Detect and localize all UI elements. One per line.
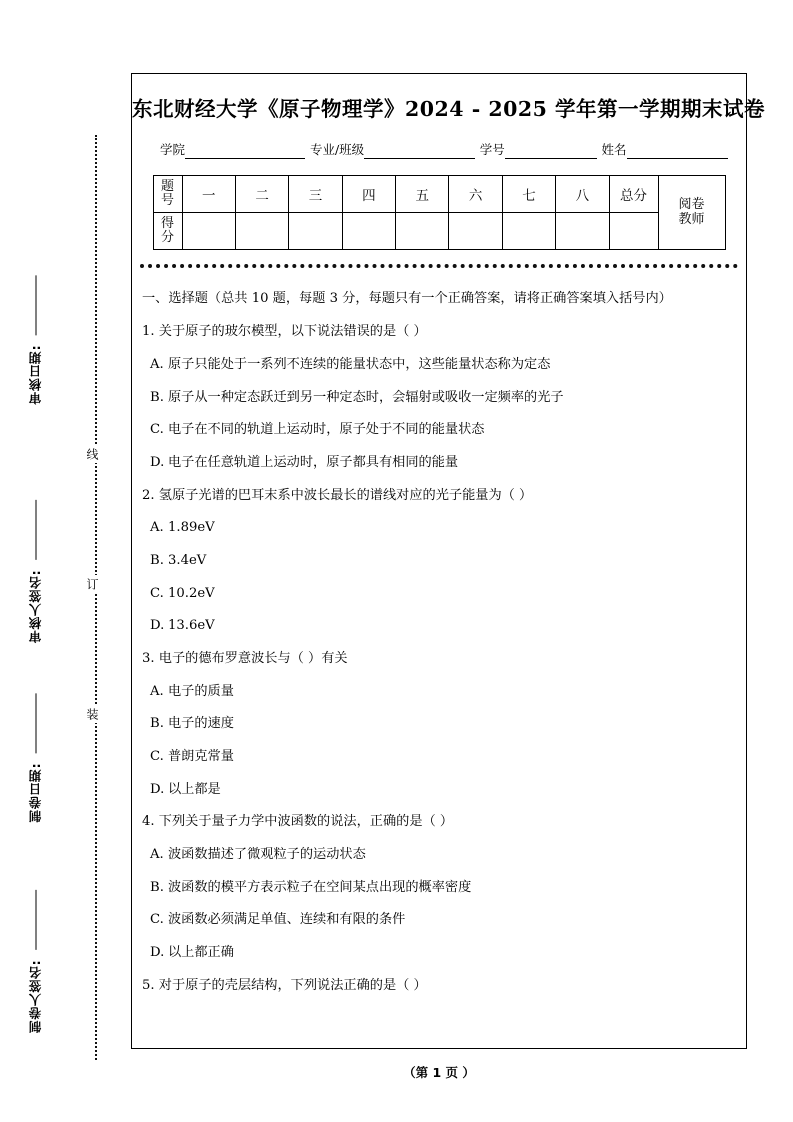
field-label-name: 姓名 — [601, 142, 627, 157]
table-row-question-numbers — [153, 176, 725, 213]
question-4-option-b-key: B. — [150, 879, 164, 895]
question-3-option-a-key: A. — [150, 683, 164, 699]
grading-teacher-line2: 教师 — [678, 211, 705, 227]
question-stem-2: 2. 氢原子光谱的巴耳末系中波长最长的谱线对应的光子能量为（ ） — [142, 487, 533, 503]
question-1-option-c-key: C. — [150, 422, 164, 438]
question-stem-1: 1. 关于原子的玻尔模型，以下说法错误的是（ ） — [142, 324, 427, 340]
question-4-option-b[interactable] — [142, 879, 732, 896]
question-2-option-c[interactable] — [142, 585, 732, 602]
question-stem-4: 4. 下列关于量子力学中波函数的说法，正确的是（ ） — [142, 814, 454, 830]
score-cell-total[interactable] — [609, 213, 658, 250]
binding-mark-assemble: 装 — [86, 705, 98, 723]
question-2-option-c-text: 10.2eV — [168, 585, 215, 601]
question-4-option-a-text: 波函数描述了微观粒子的运动状态 — [168, 846, 366, 862]
question-1-option-a-text: 原子只能处于一系列不连续的能量状态中，这些能量状态称为定态 — [168, 357, 551, 373]
question-3-option-c-key: C. — [150, 748, 164, 764]
field-input-major-class[interactable] — [364, 145, 475, 159]
score-cell-5[interactable] — [396, 213, 449, 250]
margin-label-reviewer-signature-text: 审核人签名: — [28, 569, 43, 643]
question-2-option-d-text: 13.6eV — [168, 618, 215, 634]
question-3-option-b[interactable] — [142, 715, 732, 732]
question-4-option-c[interactable] — [142, 911, 732, 928]
question-3-option-c-text: 普朗克常量 — [168, 748, 234, 764]
page-number-label: （第 1 页 ） — [403, 1065, 475, 1080]
binding-dotted-line — [95, 135, 97, 1060]
score-cell-8[interactable] — [556, 213, 609, 250]
grading-teacher-line1: 阅卷 — [678, 196, 705, 212]
question-4-option-d-key: D. — [150, 944, 165, 960]
score-col-2: 二 — [235, 176, 288, 213]
row-label-score-char2: 分 — [160, 230, 174, 245]
question-4-option-a[interactable] — [142, 846, 732, 863]
score-col-grading-teacher — [658, 176, 725, 250]
question-3-option-b-text: 电子的速度 — [168, 716, 234, 732]
question-2-option-a-text: 1.89eV — [168, 520, 215, 536]
question-2-option-d[interactable] — [142, 617, 732, 634]
field-input-name[interactable] — [627, 145, 728, 159]
question-stem-5: 5. 对于原子的壳层结构，下列说法正确的是（ ） — [142, 977, 427, 993]
score-col-8: 八 — [556, 176, 609, 213]
question-2-option-a[interactable] — [142, 519, 732, 536]
score-col-3: 三 — [289, 176, 342, 213]
question-3-option-d[interactable] — [142, 781, 732, 798]
table-row-scores — [153, 213, 725, 250]
margin-label-review-date-rule — [36, 275, 37, 335]
score-cell-6[interactable] — [449, 213, 502, 250]
binding-margin-column — [0, 0, 131, 1122]
question-1-option-a[interactable] — [142, 356, 732, 373]
field-label-major-class: 专业/班级 — [309, 142, 365, 157]
score-table — [153, 175, 726, 250]
field-input-student-id[interactable] — [505, 145, 597, 159]
question-block-1 — [142, 323, 732, 471]
row-label-score-char1: 得 — [160, 216, 174, 232]
field-label-college: 学院 — [160, 142, 186, 157]
question-block-2 — [142, 487, 732, 635]
margin-label-creator-signature-text: 制卷人签名: — [28, 959, 43, 1033]
question-3-option-c[interactable] — [142, 748, 732, 765]
question-1-option-d-text: 电子在任意轨道上运动时，原子都具有相同的能量 — [168, 455, 459, 470]
question-4-option-c-text: 波函数必须满足单值、连续和有限的条件 — [168, 912, 406, 928]
question-1-option-a-key: A. — [150, 357, 164, 373]
row-label-question-number-char1: 题 — [160, 179, 174, 195]
score-cell-1[interactable] — [182, 213, 235, 250]
question-2-option-c-key: C. — [150, 585, 164, 601]
question-3-option-d-text: 以上都是 — [168, 781, 221, 797]
question-1-option-b-text: 原子从一种定态跃迁到另一种定态时，会辐射或吸收一定频率的光子 — [168, 389, 564, 405]
binding-mark-line: 线 — [86, 445, 98, 463]
margin-label-creation-date — [30, 693, 43, 822]
questions-body — [142, 288, 732, 994]
margin-label-review-date-text: 审核日期: — [28, 344, 43, 405]
student-info-row — [160, 140, 728, 159]
question-3-option-a-text: 电子的质量 — [168, 683, 234, 699]
binding-mark-bind: 订 — [86, 575, 98, 593]
margin-label-creation-date-rule — [36, 693, 37, 753]
question-1-option-d-key: D. — [150, 455, 165, 470]
question-block-5 — [142, 977, 732, 994]
question-4-option-d[interactable] — [142, 944, 732, 961]
question-3-option-b-key: B. — [150, 716, 164, 732]
question-3-option-d-key: D. — [150, 781, 165, 797]
question-3-option-a[interactable] — [142, 683, 732, 700]
question-2-option-b-key: B. — [150, 552, 164, 568]
question-stem-3: 3. 电子的德布罗意波长与（ ）有关 — [142, 650, 348, 666]
margin-label-creator-signature — [30, 890, 43, 1033]
question-2-option-b[interactable] — [142, 552, 732, 569]
score-col-6: 六 — [449, 176, 502, 213]
score-cell-4[interactable] — [342, 213, 395, 250]
section-heading-multiple-choice: 一、选择题（总共 10 题，每题 3 分，每题只有一个正确答案，请将正确答案填入括号内） — [142, 291, 672, 306]
score-cell-2[interactable] — [235, 213, 288, 250]
score-col-7: 七 — [502, 176, 555, 213]
question-4-option-c-key: C. — [150, 912, 164, 928]
row-label-question-number-char2: 号 — [160, 193, 174, 208]
question-4-option-d-text: 以上都正确 — [168, 944, 234, 960]
score-col-4: 四 — [342, 176, 395, 213]
page-footer — [131, 1063, 747, 1081]
score-cell-3[interactable] — [289, 213, 342, 250]
question-4-option-a-key: A. — [150, 846, 164, 862]
question-2-option-d-key: D. — [150, 618, 165, 634]
question-4-option-b-text: 波函数的模平方表示粒子在空间某点出现的概率密度 — [168, 879, 472, 895]
question-2-option-a-key: A. — [150, 520, 164, 536]
question-block-4 — [142, 813, 732, 961]
question-1-option-d[interactable] — [142, 454, 732, 471]
question-block-3 — [142, 650, 732, 798]
margin-label-creation-date-text: 制卷日期: — [28, 762, 43, 823]
margin-label-reviewer-signature-rule — [36, 500, 37, 560]
row-label-score — [153, 213, 182, 250]
exam-paper-frame — [131, 73, 766, 1049]
question-1-option-b[interactable] — [142, 389, 732, 406]
margin-label-creator-signature-rule — [36, 890, 37, 950]
row-label-question-number — [153, 176, 182, 213]
field-input-college[interactable] — [185, 145, 305, 159]
margin-label-review-date — [30, 275, 43, 404]
section-divider-dotted — [140, 264, 738, 272]
question-1-option-b-key: B. — [150, 389, 164, 405]
score-col-1: 一 — [182, 176, 235, 213]
question-1-option-c-text: 电子在不同的轨道上运动时，原子处于不同的能量状态 — [168, 422, 485, 438]
score-cell-7[interactable] — [502, 213, 555, 250]
page-title: 东北财经大学《原子物理学》2024 - 2025 学年第一学期期末试卷 — [132, 97, 766, 121]
field-label-student-id: 学号 — [479, 142, 505, 157]
question-1-option-c[interactable] — [142, 421, 732, 438]
score-col-5: 五 — [396, 176, 449, 213]
margin-label-reviewer-signature — [30, 500, 43, 643]
question-2-option-b-text: 3.4eV — [168, 552, 207, 568]
score-col-total: 总分 — [609, 176, 658, 213]
